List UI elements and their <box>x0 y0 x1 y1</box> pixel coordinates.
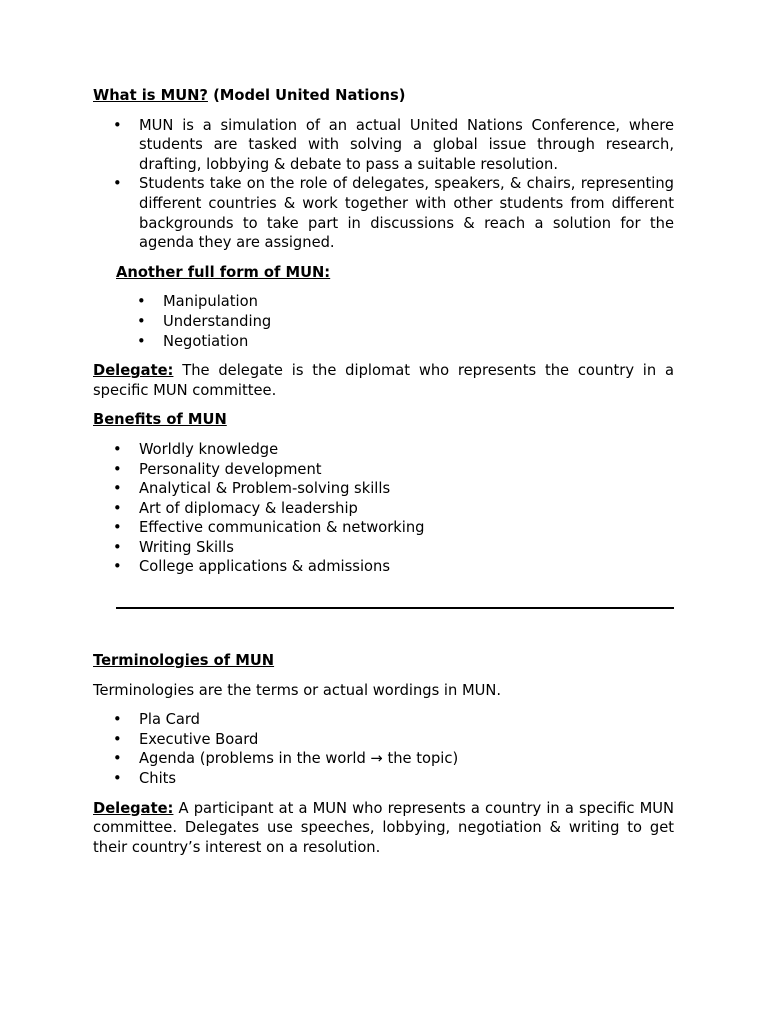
list-item: • Manipulation <box>93 292 674 312</box>
delegate-text: The delegate is the diplomat who represents the country in a specific MUN committee. <box>93 362 674 399</box>
terminologies-list <box>93 710 674 788</box>
document-page <box>93 86 674 857</box>
delegate-label: Delegate: <box>93 799 174 817</box>
list-item: • Understanding <box>93 312 674 332</box>
delegate-label: Delegate: <box>93 362 174 380</box>
section-heading-what-is-mun <box>93 86 674 106</box>
list-item: • Executive Board <box>93 730 674 750</box>
list-item: • Negotiation <box>93 332 674 352</box>
heading-terminologies-of-mun: Terminologies of MUN <box>93 652 275 670</box>
heading-what-is-mun: What is MUN? <box>93 87 208 104</box>
list-item: • Writing Skills <box>93 538 674 558</box>
heading-another-full-form: Another full form of MUN: <box>116 263 331 281</box>
list-item: • Effective communication & networking <box>93 518 674 538</box>
list-item: • College applications & admissions <box>93 557 674 577</box>
horizontal-rule <box>116 607 674 609</box>
list-item: • Agenda (problems in the world → the topic) <box>93 749 674 769</box>
benefits-list <box>93 440 674 577</box>
heading-benefits-of-mun: Benefits of MUN <box>93 411 227 429</box>
terminologies-intro: Terminologies are the terms or actual wordings in MUN. <box>93 681 502 699</box>
list-item: • Analytical & Problem-solving skills <box>93 479 674 499</box>
heading-model-united-nations: (Model United Nations) <box>213 87 406 104</box>
delegate-definition-1 <box>93 361 674 400</box>
list-item: • Worldly knowledge <box>93 440 674 460</box>
list-item: • Personality development <box>93 460 674 480</box>
list-item: • Art of diplomacy & leadership <box>93 499 674 519</box>
delegate-definition-2 <box>93 799 674 858</box>
delegate-text: A participant at a MUN who represents a country in a specific MUN committee. Delegates use speeches, lobbying, negotiation & writing to get their country’s interest on a resolution. <box>93 799 674 856</box>
list-item: • Chits <box>93 769 674 789</box>
what-is-mun-list <box>93 116 674 253</box>
list-item: • Students take on the role of delegates, speakers, & chairs, representing different countries & work together with other students from different backgrounds to take part in discussions & reach a solution for the agenda they are assigned. <box>93 174 674 252</box>
list-item: • MUN is a simulation of an actual United Nations Conference, where students are tasked with solving a global issue through research, drafting, lobbying & debate to pass a suitable resolution. <box>93 116 674 175</box>
list-item: • Pla Card <box>93 710 674 730</box>
full-form-list <box>93 292 674 351</box>
